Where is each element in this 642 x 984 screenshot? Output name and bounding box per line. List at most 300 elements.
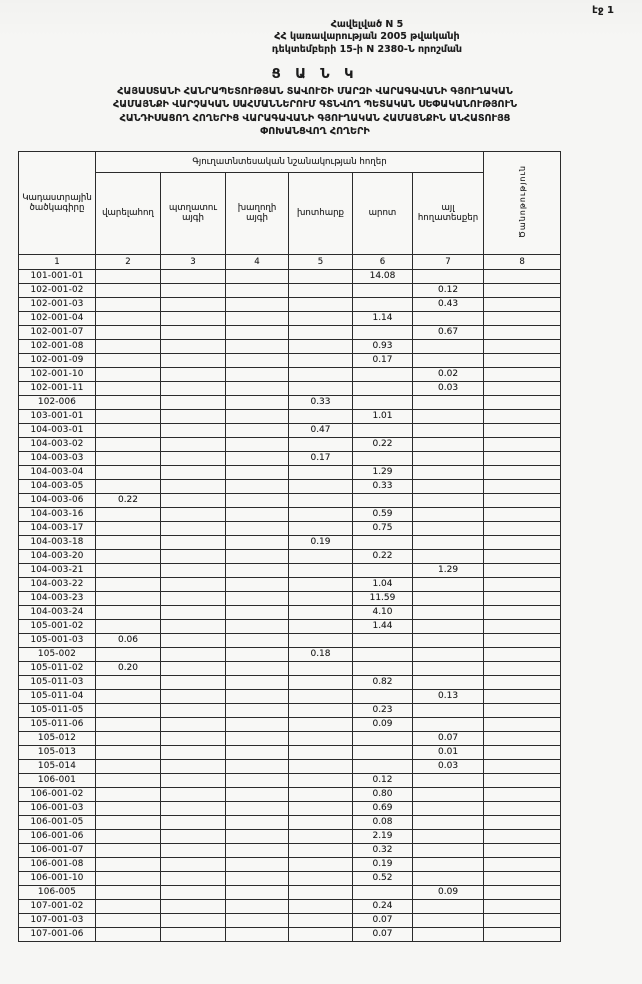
cadastral-code-cell: 104-003-18: [19, 535, 96, 549]
table-row: [19, 829, 561, 843]
col-header-other-land-types: այլ հողատեսքեր: [413, 172, 484, 254]
value-cell-note: [484, 493, 561, 507]
value-cell-fruit-orchard: [161, 885, 226, 899]
table-row: [19, 843, 561, 857]
value-cell-vineyard: [226, 311, 289, 325]
table-row: [19, 717, 561, 731]
cadastral-code-cell: 106-001-10: [19, 871, 96, 885]
value-cell-arable: [96, 367, 161, 381]
value-cell-fruit-orchard: [161, 339, 226, 353]
value-cell-other-land-types: [413, 493, 484, 507]
cadastral-code-cell: 104-003-21: [19, 563, 96, 577]
cadastral-code-cell: 104-003-23: [19, 591, 96, 605]
value-cell-pasture: [353, 451, 413, 465]
value-cell-pasture: [353, 381, 413, 395]
value-cell-hayfield: [289, 675, 353, 689]
cadastral-code-cell: 105-001-03: [19, 633, 96, 647]
value-cell-arable: [96, 521, 161, 535]
table-row: [19, 353, 561, 367]
value-cell-note: [484, 353, 561, 367]
table-row: [19, 563, 561, 577]
value-cell-other-land-types: [413, 577, 484, 591]
value-cell-note: [484, 759, 561, 773]
value-cell-pasture: 0.07: [353, 927, 413, 941]
cadastral-code-cell: 105-014: [19, 759, 96, 773]
value-cell-fruit-orchard: [161, 521, 226, 535]
value-cell-hayfield: [289, 549, 353, 563]
value-cell-arable: [96, 857, 161, 871]
table-row: [19, 465, 561, 479]
value-cell-note: [484, 549, 561, 563]
value-cell-note: [484, 521, 561, 535]
value-cell-other-land-types: [413, 661, 484, 675]
value-cell-pasture: [353, 367, 413, 381]
value-cell-vineyard: [226, 423, 289, 437]
value-cell-hayfield: [289, 899, 353, 913]
value-cell-hayfield: [289, 325, 353, 339]
value-cell-fruit-orchard: [161, 619, 226, 633]
value-cell-pasture: 0.22: [353, 437, 413, 451]
value-cell-vineyard: [226, 297, 289, 311]
value-cell-hayfield: [289, 857, 353, 871]
value-cell-vineyard: [226, 605, 289, 619]
value-cell-vineyard: [226, 759, 289, 773]
value-cell-pasture: 0.19: [353, 857, 413, 871]
value-cell-other-land-types: 0.43: [413, 297, 484, 311]
value-cell-pasture: [353, 493, 413, 507]
value-cell-vineyard: [226, 731, 289, 745]
value-cell-vineyard: [226, 479, 289, 493]
value-cell-note: [484, 577, 561, 591]
col-number-8: 8: [484, 254, 561, 269]
value-cell-fruit-orchard: [161, 493, 226, 507]
value-cell-hayfield: [289, 703, 353, 717]
value-cell-note: [484, 703, 561, 717]
value-cell-vineyard: [226, 689, 289, 703]
value-cell-pasture: 1.14: [353, 311, 413, 325]
value-cell-pasture: [353, 297, 413, 311]
value-cell-pasture: [353, 423, 413, 437]
value-cell-arable: [96, 927, 161, 941]
value-cell-hayfield: [289, 619, 353, 633]
cadastral-code-cell: 106-001-05: [19, 815, 96, 829]
col-header-note-label: Ծանոթություն: [517, 164, 527, 238]
value-cell-pasture: 0.69: [353, 801, 413, 815]
table-row: [19, 787, 561, 801]
col-number-6: 6: [353, 254, 413, 269]
value-cell-hayfield: [289, 759, 353, 773]
value-cell-other-land-types: [413, 311, 484, 325]
value-cell-pasture: [353, 283, 413, 297]
value-cell-pasture: [353, 325, 413, 339]
value-cell-hayfield: [289, 269, 353, 283]
value-cell-hayfield: [289, 773, 353, 787]
value-cell-fruit-orchard: [161, 549, 226, 563]
value-cell-pasture: 0.12: [353, 773, 413, 787]
value-cell-fruit-orchard: [161, 423, 226, 437]
value-cell-vineyard: [226, 801, 289, 815]
value-cell-arable: [96, 885, 161, 899]
cadastral-code-cell: 104-003-03: [19, 451, 96, 465]
value-cell-vineyard: [226, 451, 289, 465]
value-cell-arable: [96, 297, 161, 311]
value-cell-note: [484, 297, 561, 311]
value-cell-arable: [96, 675, 161, 689]
value-cell-fruit-orchard: [161, 745, 226, 759]
value-cell-other-land-types: [413, 619, 484, 633]
value-cell-fruit-orchard: [161, 913, 226, 927]
cadastral-code-cell: 104-003-22: [19, 577, 96, 591]
value-cell-hayfield: [289, 591, 353, 605]
value-cell-hayfield: [289, 913, 353, 927]
value-cell-other-land-types: [413, 521, 484, 535]
value-cell-vineyard: [226, 325, 289, 339]
value-cell-fruit-orchard: [161, 395, 226, 409]
value-cell-vineyard: [226, 773, 289, 787]
value-cell-hayfield: [289, 787, 353, 801]
value-cell-arable: [96, 577, 161, 591]
value-cell-fruit-orchard: [161, 563, 226, 577]
col-number-2: 2: [96, 254, 161, 269]
cadastral-code-cell: 105-002: [19, 647, 96, 661]
value-cell-other-land-types: [413, 353, 484, 367]
value-cell-arable: [96, 381, 161, 395]
table-row: [19, 311, 561, 325]
value-cell-arable: [96, 591, 161, 605]
value-cell-arable: [96, 269, 161, 283]
cadastral-code-cell: 106-001-08: [19, 857, 96, 871]
value-cell-arable: [96, 801, 161, 815]
cadastral-code-cell: 102-001-09: [19, 353, 96, 367]
value-cell-arable: 0.20: [96, 661, 161, 675]
value-cell-arable: [96, 339, 161, 353]
value-cell-note: [484, 479, 561, 493]
value-cell-pasture: [353, 661, 413, 675]
cadastral-code-cell: 106-005: [19, 885, 96, 899]
value-cell-hayfield: 0.18: [289, 647, 353, 661]
value-cell-note: [484, 899, 561, 913]
cadastral-code-cell: 105-011-03: [19, 675, 96, 689]
value-cell-arable: [96, 423, 161, 437]
value-cell-pasture: 0.75: [353, 521, 413, 535]
value-cell-pasture: 4.10: [353, 605, 413, 619]
col-number-7: 7: [413, 254, 484, 269]
table-row: [19, 647, 561, 661]
cadastral-code-cell: 103-001-01: [19, 409, 96, 423]
value-cell-hayfield: [289, 661, 353, 675]
value-cell-other-land-types: [413, 857, 484, 871]
table-row: [19, 409, 561, 423]
value-cell-note: [484, 689, 561, 703]
cadastral-code-cell: 106-001-06: [19, 829, 96, 843]
cadastral-code-cell: 105-001-02: [19, 619, 96, 633]
value-cell-other-land-types: 0.03: [413, 759, 484, 773]
cadastral-code-cell: 104-003-20: [19, 549, 96, 563]
value-cell-fruit-orchard: [161, 591, 226, 605]
table-row: [19, 577, 561, 591]
value-cell-vineyard: [226, 465, 289, 479]
value-cell-hayfield: [289, 409, 353, 423]
col-header-fruit-orchard: պտղատու այգի: [161, 172, 226, 254]
value-cell-vineyard: [226, 395, 289, 409]
value-cell-hayfield: [289, 871, 353, 885]
value-cell-arable: [96, 899, 161, 913]
cadastral-code-cell: 105-011-04: [19, 689, 96, 703]
value-cell-fruit-orchard: [161, 311, 226, 325]
value-cell-arable: [96, 535, 161, 549]
table-row: [19, 297, 561, 311]
value-cell-arable: [96, 745, 161, 759]
value-cell-fruit-orchard: [161, 367, 226, 381]
value-cell-arable: [96, 353, 161, 367]
value-cell-fruit-orchard: [161, 857, 226, 871]
table-row: [19, 689, 561, 703]
value-cell-note: [484, 717, 561, 731]
value-cell-note: [484, 339, 561, 353]
value-cell-hayfield: [289, 297, 353, 311]
value-cell-fruit-orchard: [161, 633, 226, 647]
value-cell-other-land-types: [413, 927, 484, 941]
value-cell-arable: 0.06: [96, 633, 161, 647]
value-cell-fruit-orchard: [161, 675, 226, 689]
value-cell-fruit-orchard: [161, 647, 226, 661]
table-row: [19, 619, 561, 633]
col-header-hayfield: խոտհարք: [289, 172, 353, 254]
col-header-pasture: արոտ: [353, 172, 413, 254]
value-cell-note: [484, 647, 561, 661]
value-cell-fruit-orchard: [161, 269, 226, 283]
value-cell-hayfield: 0.33: [289, 395, 353, 409]
table-row: [19, 549, 561, 563]
value-cell-note: [484, 661, 561, 675]
table-row: [19, 367, 561, 381]
value-cell-note: [484, 465, 561, 479]
value-cell-note: [484, 675, 561, 689]
value-cell-hayfield: [289, 927, 353, 941]
col-header-cadastral-code: Կադաստրային ծածկագիրը: [19, 151, 96, 254]
value-cell-note: [484, 927, 561, 941]
value-cell-other-land-types: [413, 829, 484, 843]
value-cell-arable: [96, 703, 161, 717]
table-row: [19, 437, 561, 451]
value-cell-note: [484, 381, 561, 395]
value-cell-fruit-orchard: [161, 451, 226, 465]
table-body: [19, 269, 561, 941]
value-cell-other-land-types: [413, 423, 484, 437]
value-cell-vineyard: [226, 283, 289, 297]
value-cell-other-land-types: 0.12: [413, 283, 484, 297]
table-row: [19, 395, 561, 409]
value-cell-arable: [96, 325, 161, 339]
cadastral-code-cell: 102-001-02: [19, 283, 96, 297]
value-cell-fruit-orchard: [161, 535, 226, 549]
col-number-4: 4: [226, 254, 289, 269]
appendix-header: [272, 19, 462, 56]
doc-subtitle-line-1: ՀԱՅԱՍՏԱՆԻ ՀԱՆՐԱՊԵՏՈՒԹՅԱՆ ՏԱՎՈՒՇԻ ՄԱՐԶԻ ՎԱՐԱԳԱՎԱՆԻ ԳՅՈՒՂԱԿԱՆ: [117, 86, 513, 98]
value-cell-vineyard: [226, 577, 289, 591]
value-cell-vineyard: [226, 843, 289, 857]
table-row: [19, 381, 561, 395]
value-cell-pasture: 0.80: [353, 787, 413, 801]
cadastral-code-cell: 104-003-24: [19, 605, 96, 619]
value-cell-other-land-types: [413, 717, 484, 731]
value-cell-fruit-orchard: [161, 507, 226, 521]
value-cell-hayfield: [289, 507, 353, 521]
table-group-header-row: [19, 151, 561, 172]
value-cell-note: [484, 829, 561, 843]
cadastral-code-cell: 104-003-04: [19, 465, 96, 479]
value-cell-arable: [96, 563, 161, 577]
table-row: [19, 745, 561, 759]
value-cell-note: [484, 423, 561, 437]
value-cell-pasture: 0.33: [353, 479, 413, 493]
value-cell-pasture: 0.52: [353, 871, 413, 885]
value-cell-pasture: 1.29: [353, 465, 413, 479]
page-number: էջ 1: [592, 5, 614, 16]
cadastral-code-cell: 107-001-06: [19, 927, 96, 941]
value-cell-note: [484, 815, 561, 829]
value-cell-vineyard: [226, 591, 289, 605]
value-cell-note: [484, 619, 561, 633]
value-cell-fruit-orchard: [161, 927, 226, 941]
value-cell-vineyard: [226, 871, 289, 885]
doc-subtitle-line-4: ՓՈԽԱՆՑՎՈՂ ՀՈՂԵՐԻ: [260, 125, 370, 137]
value-cell-hayfield: [289, 283, 353, 297]
value-cell-hayfield: [289, 339, 353, 353]
value-cell-arable: [96, 409, 161, 423]
table-row: [19, 633, 561, 647]
value-cell-pasture: 1.44: [353, 619, 413, 633]
group-header-agricultural-lands: Գյուղատնտեսական նշանակության հողեր: [96, 151, 484, 172]
value-cell-arable: [96, 311, 161, 325]
value-cell-note: [484, 885, 561, 899]
value-cell-fruit-orchard: [161, 465, 226, 479]
value-cell-arable: [96, 731, 161, 745]
value-cell-arable: [96, 479, 161, 493]
value-cell-fruit-orchard: [161, 871, 226, 885]
value-cell-arable: [96, 437, 161, 451]
value-cell-note: [484, 787, 561, 801]
value-cell-note: [484, 745, 561, 759]
value-cell-other-land-types: [413, 465, 484, 479]
value-cell-other-land-types: [413, 633, 484, 647]
value-cell-vineyard: [226, 927, 289, 941]
value-cell-hayfield: [289, 465, 353, 479]
col-header-note: [484, 151, 561, 254]
value-cell-other-land-types: [413, 479, 484, 493]
value-cell-vineyard: [226, 269, 289, 283]
value-cell-fruit-orchard: [161, 325, 226, 339]
table-row: [19, 283, 561, 297]
value-cell-other-land-types: [413, 647, 484, 661]
value-cell-other-land-types: 1.29: [413, 563, 484, 577]
table-row: [19, 899, 561, 913]
value-cell-note: [484, 409, 561, 423]
value-cell-vineyard: [226, 521, 289, 535]
value-cell-arable: [96, 871, 161, 885]
table-row: [19, 857, 561, 871]
cadastral-code-cell: 102-001-04: [19, 311, 96, 325]
value-cell-note: [484, 843, 561, 857]
table-row: [19, 451, 561, 465]
value-cell-other-land-types: [413, 801, 484, 815]
value-cell-pasture: [353, 745, 413, 759]
value-cell-hayfield: [289, 843, 353, 857]
cadastral-code-cell: 102-001-10: [19, 367, 96, 381]
value-cell-arable: [96, 283, 161, 297]
value-cell-hayfield: [289, 633, 353, 647]
value-cell-other-land-types: [413, 913, 484, 927]
value-cell-arable: [96, 395, 161, 409]
value-cell-hayfield: [289, 479, 353, 493]
value-cell-note: [484, 325, 561, 339]
appendix-line-3: դեկտեմբերի 15-ի N 2380-Ն որոշման: [271, 43, 462, 55]
value-cell-fruit-orchard: [161, 731, 226, 745]
cadastral-code-cell: 106-001: [19, 773, 96, 787]
value-cell-hayfield: [289, 829, 353, 843]
value-cell-other-land-types: [413, 591, 484, 605]
value-cell-other-land-types: [413, 549, 484, 563]
value-cell-vineyard: [226, 913, 289, 927]
value-cell-hayfield: [289, 577, 353, 591]
value-cell-other-land-types: [413, 703, 484, 717]
table-row: [19, 801, 561, 815]
value-cell-pasture: 14.08: [353, 269, 413, 283]
table-column-names-row: [19, 172, 561, 254]
value-cell-arable: [96, 451, 161, 465]
table-row: [19, 605, 561, 619]
table-row: [19, 339, 561, 353]
value-cell-fruit-orchard: [161, 437, 226, 451]
value-cell-pasture: 0.23: [353, 703, 413, 717]
value-cell-other-land-types: [413, 409, 484, 423]
value-cell-pasture: 0.24: [353, 899, 413, 913]
value-cell-note: [484, 857, 561, 871]
cadastral-code-cell: 107-001-03: [19, 913, 96, 927]
cadastral-code-cell: 106-001-07: [19, 843, 96, 857]
cadastral-code-cell: 102-001-08: [19, 339, 96, 353]
value-cell-note: [484, 283, 561, 297]
col-header-vineyard: խաղողի այգի: [226, 172, 289, 254]
value-cell-other-land-types: [413, 787, 484, 801]
value-cell-other-land-types: 0.13: [413, 689, 484, 703]
value-cell-note: [484, 605, 561, 619]
value-cell-arable: [96, 465, 161, 479]
value-cell-arable: [96, 759, 161, 773]
value-cell-other-land-types: [413, 535, 484, 549]
value-cell-note: [484, 535, 561, 549]
value-cell-fruit-orchard: [161, 661, 226, 675]
value-cell-arable: [96, 815, 161, 829]
table-row: [19, 703, 561, 717]
cadastral-code-cell: 101-001-01: [19, 269, 96, 283]
cadastral-code-cell: 105-011-06: [19, 717, 96, 731]
table-row: [19, 269, 561, 283]
value-cell-pasture: 0.08: [353, 815, 413, 829]
land-table: [18, 151, 561, 942]
value-cell-vineyard: [226, 381, 289, 395]
value-cell-vineyard: [226, 857, 289, 871]
table-row: [19, 759, 561, 773]
value-cell-other-land-types: [413, 269, 484, 283]
value-cell-arable: [96, 605, 161, 619]
doc-subtitle: [18, 85, 612, 138]
table-row: [19, 661, 561, 675]
value-cell-note: [484, 913, 561, 927]
value-cell-pasture: 1.04: [353, 577, 413, 591]
cadastral-code-cell: 105-011-02: [19, 661, 96, 675]
value-cell-hayfield: [289, 493, 353, 507]
